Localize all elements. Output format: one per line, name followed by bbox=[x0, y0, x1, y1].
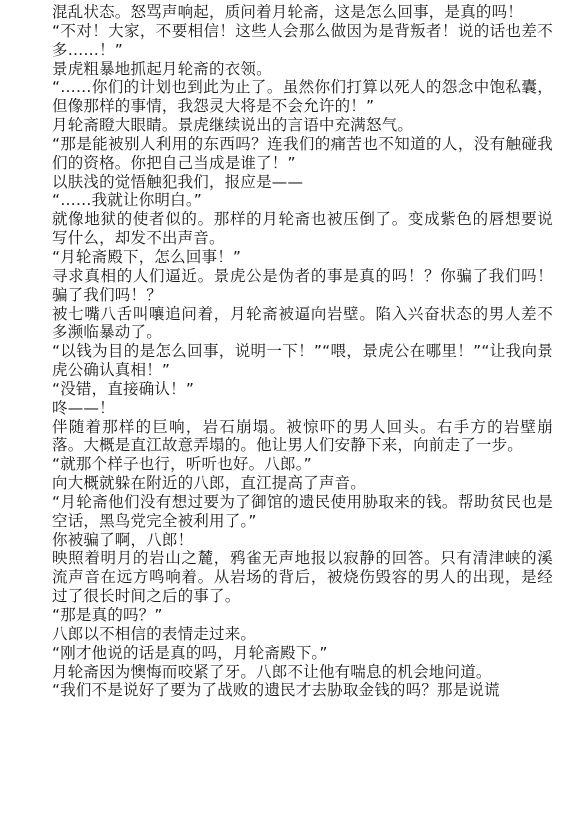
paragraph: “……我就让你明白。” bbox=[52, 191, 203, 210]
paragraph: “月轮斋他们没有想过要为了御馆的遗民使用胁取来的钱。帮助贫民也是空话，黑鸟党完全被利用了。” bbox=[52, 492, 553, 530]
paragraph: 混乱状态。怒骂声响起，质问着月轮斋，这是怎么回事，是真的吗！ bbox=[52, 3, 524, 21]
paragraph: “月轮斋殿下，怎么回事！” bbox=[52, 247, 242, 266]
paragraph: 寻求真相的人们逼近。景虎公是伪者的事是真的吗！？你骗了我们吗！骗了我们吗！？ bbox=[52, 266, 553, 304]
paragraph: “不对！大家，不要相信！这些人会那么做因为是背叛者！说的话也差不多……！” bbox=[52, 21, 553, 59]
paragraph: 月轮斋因为懊悔而咬紧了牙。八郎不让他有喘息的机会地问道。 bbox=[52, 662, 492, 681]
paragraph: “以钱为目的是怎么回事，说明一下！”“喂，景虎公在哪里！”“让我向景虎公确认真相！” bbox=[52, 342, 553, 380]
paragraph: “就那个样子也行，听听也好。八郎。” bbox=[52, 455, 312, 474]
paragraph: 被七嘴八舌叫嚷追问着，月轮斋被逼向岩壁。陷入兴奋状态的男人差不多濒临暴动了。 bbox=[52, 304, 553, 342]
paragraph: 映照着明月的岩山之麓，鸦雀无声地报以寂静的回答。只有清津峡的溪流声音在远方鸣响着。从岩场的背后，被烧伤毁容的男人的出现，是经过了很长时间之后的事了。 bbox=[52, 549, 553, 606]
paragraph: 以肤浅的觉悟触犯我们，报应是—— bbox=[52, 172, 304, 191]
paragraph: 月轮斋瞪大眼睛。景虎继续说出的言语中充满怒气。 bbox=[52, 116, 414, 135]
paragraph: 向大概就躲在附近的八郎，直江提高了声音。 bbox=[52, 474, 367, 493]
paragraph: “刚才他说的话是真的吗，月轮斋殿下。” bbox=[52, 643, 328, 662]
paragraph: 伴随着那样的巨响，岩石崩塌。被惊吓的男人回头。右手方的岩壁崩落。大概是直江故意弄塌的。他让男人们安静下来，向前走了一步。 bbox=[52, 417, 553, 455]
paragraph: “没错，直接确认！” bbox=[52, 379, 195, 398]
paragraph: “……你们的计划也到此为止了。虽然你们打算以死人的怨念中饱私囊，但像那样的事情，我怨灵大将是不会允许的！” bbox=[52, 78, 553, 116]
paragraph: “那是真的吗？” bbox=[52, 606, 163, 624]
paragraph: 咚——！ bbox=[52, 398, 115, 417]
paragraph: “我们不是说好了要为了战败的遗民才去胁取金钱的吗？那是说谎 bbox=[52, 681, 500, 700]
paragraph: “那是能被别人利用的东西吗？连我们的痛苦也不知道的人，没有触碰我们的资格。你把自己当成是谁了！” bbox=[52, 134, 553, 172]
paragraph: 你被骗了啊，八郎！ bbox=[52, 530, 194, 549]
paragraph: 八郎以不相信的表情走过来。 bbox=[52, 624, 257, 643]
paragraph: 景虎粗暴地抓起月轮斋的衣领。 bbox=[52, 59, 272, 78]
paragraph: 就像地狱的使者似的。那样的月轮斋也被压倒了。变成紫色的唇想要说写什么，却发不出声音。 bbox=[52, 210, 553, 248]
